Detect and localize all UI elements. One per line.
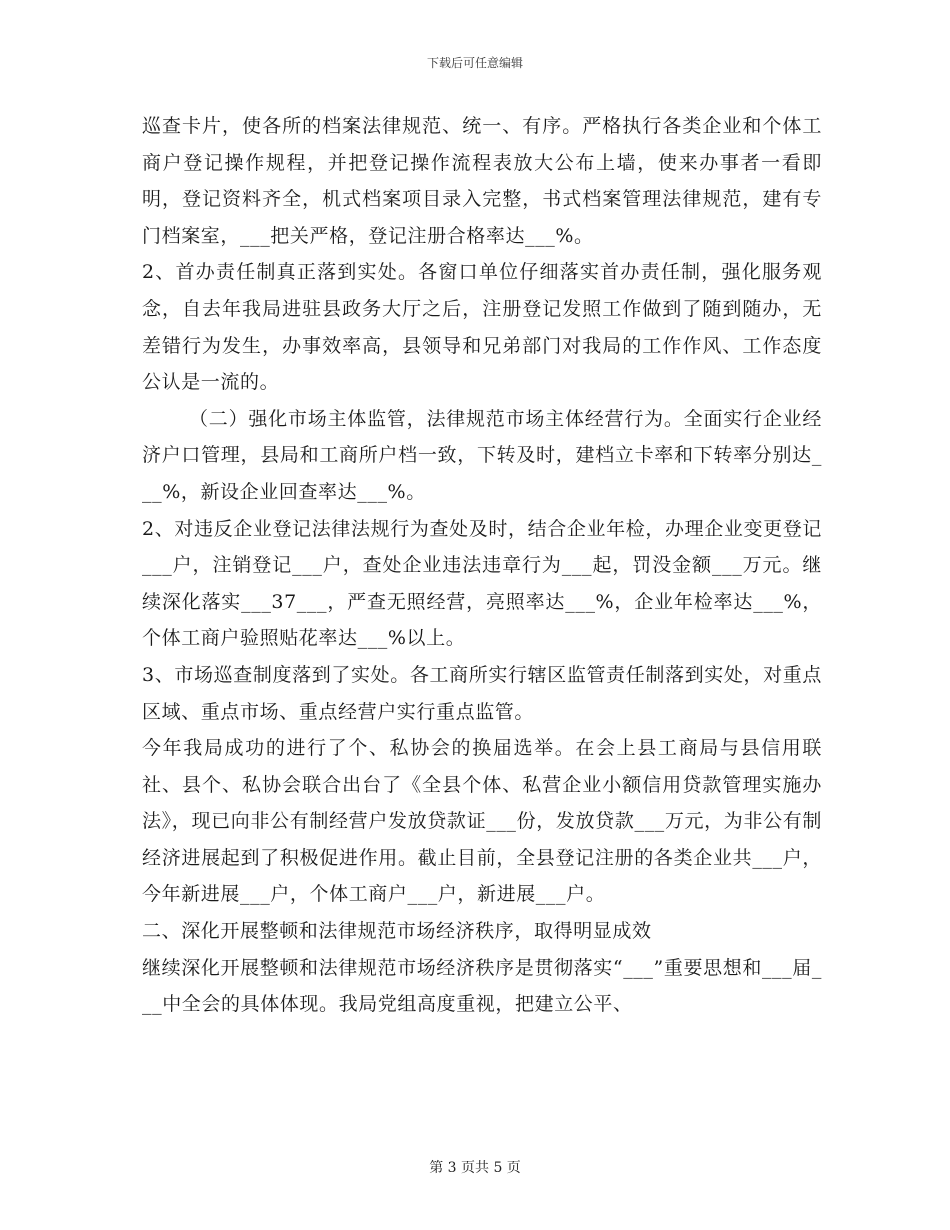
paragraph-2: 2、首办责任制真正落到实处。各窗口单位仔细落实首办责任制，强化服务观念，自去年我局进驻县政务大厅之后，注册登记发照工作做到了随到随办，无差错行为发生，办事效率高，县领导和兄弟部门对我局的工作作风、工作态度公认是一流的。 [142,261,822,394]
page-header: 下载后可任意编辑 [426,56,523,70]
section-heading: 二、深化开展整顿和法律规范市场经济秩序，取得明显成效 [142,920,652,943]
paragraph-5: 3、市场巡查制度落到了实处。各工商所实行辖区监管责任制落到实处，对重点区域、重点市场、重点经营户实行重点监管。 [142,663,822,723]
paragraph-4: 2、对违反企业登记法律法规行为查处及时，结合企业年检，办理企业变更登记___户，注销登记___户，查处企业违法违章行为___起，罚没金额___万元。继续深化落实___37___，严查无照经营，亮照率达___%，企业年检率达___%，个体工商户验照贴花率达___%以上。 [142,517,822,650]
paragraph-7: 继续深化开展整顿和法律规范市场经济秩序是贯彻落实“___”重要思想和___届___中全会的具体体现。我局党组高度重视，把建立公平、 [142,956,822,1016]
paragraph-3: （二）强化市场主体监管，法律规范市场主体经营行为。全面实行企业经济户口管理，县局和工商所户档一致，下转及时，建档立卡率和下转率分别达___%，新设企业回查率达___%。 [142,407,822,503]
paragraph-1: 巡查卡片，使各所的档案法律规范、统一、有序。严格执行各类企业和个体工商户登记操作规程，并把登记操作流程表放大公布上墙，使来办事者一看即明，登记资料齐全，机式档案项目录入完整，书式档案管理法律规范，建有专门档案室，___把关严格，登记注册合格率达___%。 [142,115,822,247]
page-footer: 第 3 页共 5 页 [429,1160,521,1176]
document-body [142,108,822,1023]
paragraph-6: 今年我局成功的进行了个、私协会的换届选举。在会上县工商局与县信用联社、县个、私协会联合出台了《全县个体、私营企业小额信用贷款管理实施办法》，现已向非公有制经营户发放贷款证___份，发放贷款___万元，为非公有制经济进展起到了积极促进作用。截止目前，全县登记注册的各类企业共___户，今年新进展___户，个体工商户___户，新进展___户。 [142,737,822,906]
